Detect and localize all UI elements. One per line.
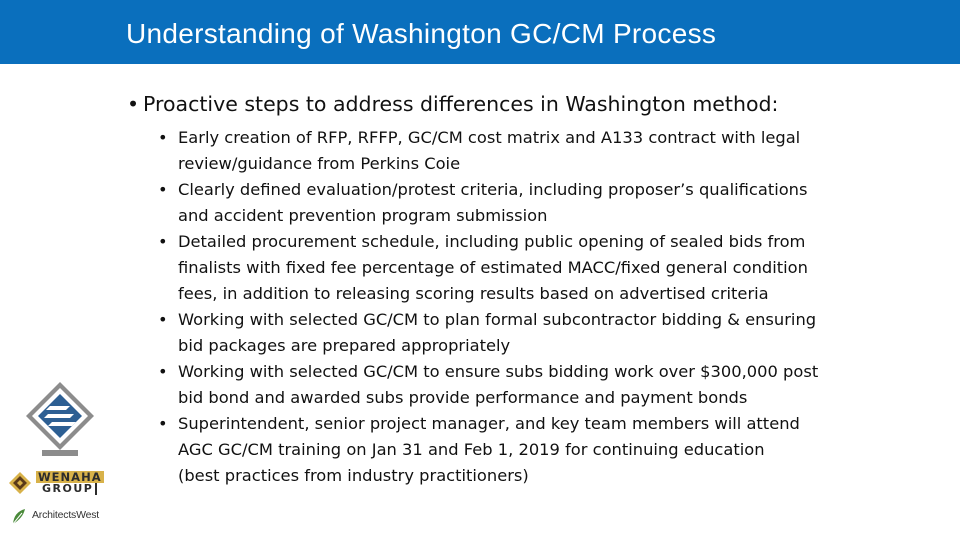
bullet-marker: • (158, 180, 168, 199)
sub-bullet-item (158, 177, 918, 229)
bullet-marker: • (158, 128, 168, 147)
sub-bullet-list (158, 125, 918, 489)
sub-bullet-line: (best practices from industry practitioners) (178, 466, 529, 485)
wenaha-bottom-text: GROUP (42, 483, 97, 495)
sub-bullet-item (158, 359, 918, 411)
sub-bullet-item (158, 307, 918, 359)
main-bullet-text: Proactive steps to address differences in Washington method: (143, 92, 779, 116)
architects-west-leaf-icon (10, 506, 30, 526)
sub-bullet-line: fees, in addition to releasing scoring results based on advertised criteria (178, 284, 769, 303)
wenaha-top-text: WENAHA (38, 470, 102, 484)
sub-bullet-line: Superintendent, senior project manager, and key team members will attend (178, 414, 800, 433)
sub-bullet-line: and accident prevention program submission (178, 206, 548, 225)
sub-bullet-line: review/guidance from Perkins Coie (178, 154, 461, 173)
sub-bullet-line: Detailed procurement schedule, including public opening of sealed bids from (178, 232, 806, 251)
bullet-marker: • (158, 310, 168, 329)
sub-bullet-item (158, 125, 918, 177)
sub-bullet-item (158, 229, 918, 307)
architects-west-text: ArchitectsWest (32, 509, 100, 521)
title-bar (0, 0, 960, 64)
sub-bullet-line: Early creation of RFP, RFFP, GC/CM cost matrix and A133 contract with legal (178, 128, 801, 147)
main-bullet (127, 90, 927, 118)
bullet-marker: • (158, 232, 168, 251)
sub-bullet-line: bid packages are prepared appropriately (178, 336, 511, 355)
bullet-marker: • (158, 414, 168, 433)
bullet-marker: • (158, 362, 168, 381)
sub-bullet-line: bid bond and awarded subs provide performance and payment bonds (178, 388, 748, 407)
sub-bullet-line: AGC GC/CM training on Jan 31 and Feb 1, 2019 for continuing education (178, 440, 765, 459)
sub-bullet-line: Working with selected GC/CM to plan formal subcontractor bidding & ensuring (178, 310, 817, 329)
sub-bullet-line: finalists with fixed fee percentage of estimated MACC/fixed general condition (178, 258, 808, 277)
wenaha-group-logo (8, 470, 106, 496)
wenaha-mark-icon (8, 471, 32, 495)
diamond-logo-icon (24, 380, 96, 458)
bullet-marker: • (127, 92, 140, 116)
architects-west-logo (10, 506, 110, 526)
sub-bullet-line: Clearly defined evaluation/protest criteria, including proposer’s qualifications (178, 180, 808, 199)
slide-title: Understanding of Washington GC/CM Process (126, 18, 717, 49)
sub-bullet-line: Working with selected GC/CM to ensure subs bidding work over $300,000 post (178, 362, 819, 381)
sub-bullet-item (158, 411, 918, 489)
